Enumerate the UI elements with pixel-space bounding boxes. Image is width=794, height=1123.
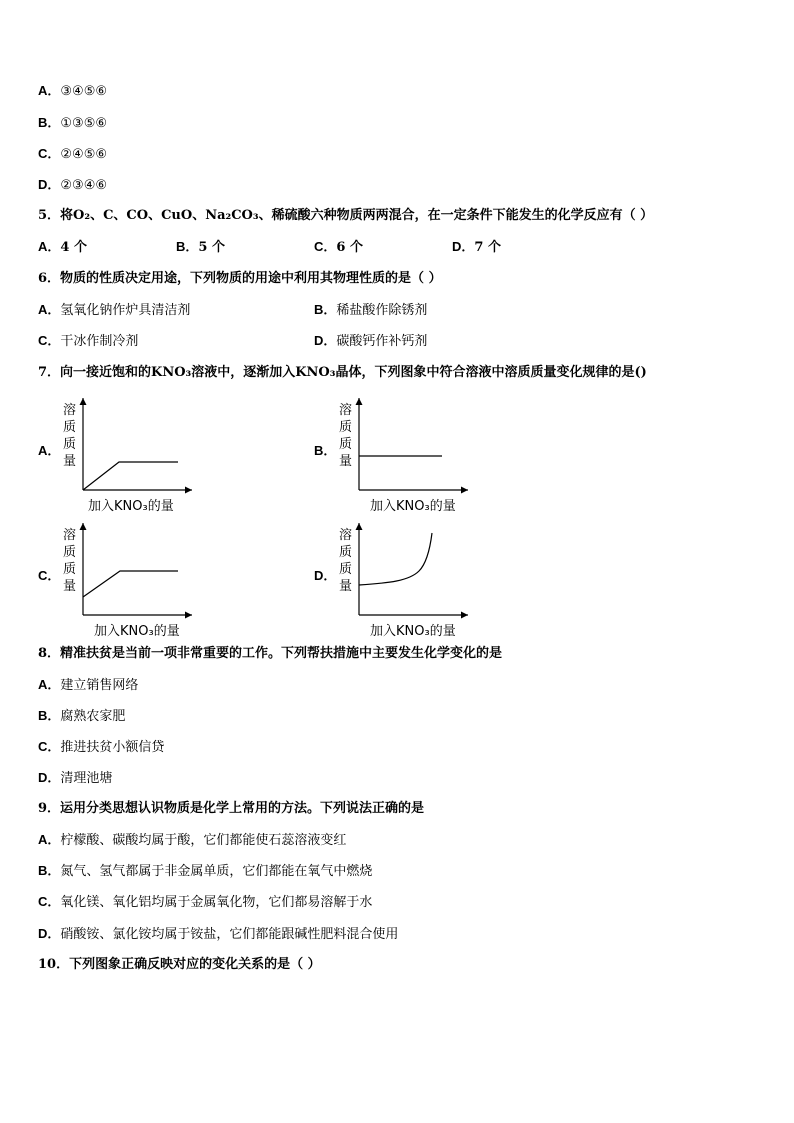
q9-option-c: C．氧化镁、氧化铝均属于金属氧化物，它们都易溶解于水 — [38, 894, 373, 910]
q4-option-c: C．②④⑤⑥ — [38, 146, 108, 162]
y-label-char-3: 质 — [339, 562, 353, 577]
q7-graph-b — [334, 394, 474, 522]
q5-option-a: A．4 个 — [38, 239, 87, 255]
q7-option-b-label: B． — [314, 443, 337, 458]
y-label-char-2: 质 — [63, 420, 77, 435]
q9-stem: 9．运用分类思想认识物质是化学上常用的方法。下列说法正确的是 — [38, 801, 425, 816]
q5-option-b: B．5 个 — [176, 239, 225, 255]
y-label-char-1: 溶 — [339, 403, 353, 418]
x-axis-label: 加入KNO₃的量 — [370, 624, 456, 639]
q7-graph-d-svg — [334, 519, 474, 643]
x-axis-label: 加入KNO₃的量 — [88, 499, 174, 514]
solute-mass-curve — [83, 571, 178, 597]
y-label-char-1: 溶 — [63, 528, 77, 543]
y-label-char-1: 溶 — [63, 403, 77, 418]
y-label-char-4: 量 — [339, 454, 353, 469]
q7-option-d-label: D． — [314, 568, 337, 583]
q5-option-d: D．7 个 — [452, 239, 501, 255]
q5-stem: 5．将O₂、C、CO、CuO、Na₂CO₃、稀硫酸六种物质两两混合，在一定条件下能发生的化学反应有（ ） — [38, 208, 654, 223]
q8-option-c: C．推进扶贫小额信贷 — [38, 739, 165, 755]
q6-option-b: B．稀盐酸作除锈剂 — [314, 302, 428, 318]
solute-mass-curve — [359, 533, 432, 585]
q7-graph-d — [334, 519, 474, 647]
y-label-char-2: 质 — [63, 545, 77, 560]
q8-option-d: D．清理池塘 — [38, 770, 113, 786]
y-label-char-1: 溶 — [339, 528, 353, 543]
q7-option-a-label: A． — [38, 443, 61, 458]
q7-graph-b-svg — [334, 394, 474, 518]
q5-option-c: C．6 个 — [314, 239, 363, 255]
x-axis-label: 加入KNO₃的量 — [370, 499, 456, 514]
q9-option-a: A．柠檬酸、碳酸均属于酸，它们都能使石蕊溶液变红 — [38, 832, 347, 848]
q6-stem: 6．物质的性质决定用途，下列物质的用途中利用其物理性质的是（ ） — [38, 271, 442, 286]
q8-option-a: A．建立销售网络 — [38, 677, 139, 693]
q8-option-b: B．腐熟农家肥 — [38, 708, 126, 724]
q8-stem: 8．精准扶贫是当前一项非常重要的工作。下列帮扶措施中主要发生化学变化的是 — [38, 646, 503, 661]
y-label-char-4: 量 — [339, 579, 353, 594]
y-label-char-2: 质 — [339, 545, 353, 560]
q6-option-a: A．氢氧化钠作炉具清洁剂 — [38, 302, 191, 318]
q6-option-d: D．碳酸钙作补钙剂 — [314, 333, 428, 349]
q7-option-c-label: C． — [38, 568, 61, 583]
q4-option-b: B．①③⑤⑥ — [38, 115, 108, 131]
y-label-char-2: 质 — [339, 420, 353, 435]
x-axis-label: 加入KNO₃的量 — [94, 624, 180, 639]
q7-graph-a — [58, 394, 198, 522]
q7-graph-c — [58, 519, 198, 647]
q7-graph-c-svg — [58, 519, 198, 643]
y-label-char-3: 质 — [63, 437, 77, 452]
y-label-char-4: 量 — [63, 579, 77, 594]
q10-stem: 10．下列图象正确反映对应的变化关系的是（ ） — [38, 957, 321, 972]
y-label-char-4: 量 — [63, 454, 77, 469]
q9-option-d: D．硝酸铵、氯化铵均属于铵盐，它们都能跟碱性肥料混合使用 — [38, 926, 399, 942]
q7-stem: 7．向一接近饱和的KNO₃溶液中，逐渐加入KNO₃晶体，下列图象中符合溶液中溶质质量变化规律的是() — [38, 365, 647, 380]
q9-option-b: B．氮气、氢气都属于非金属单质，它们都能在氧气中燃烧 — [38, 863, 373, 879]
y-label-char-3: 质 — [339, 437, 353, 452]
q4-option-d: D．②③④⑥ — [38, 177, 108, 193]
q6-option-c: C．干冰作制冷剂 — [38, 333, 139, 349]
q4-option-a: A．③④⑤⑥ — [38, 83, 108, 99]
y-label-char-3: 质 — [63, 562, 77, 577]
solute-mass-curve — [83, 462, 178, 490]
q7-graph-a-svg — [58, 394, 198, 518]
